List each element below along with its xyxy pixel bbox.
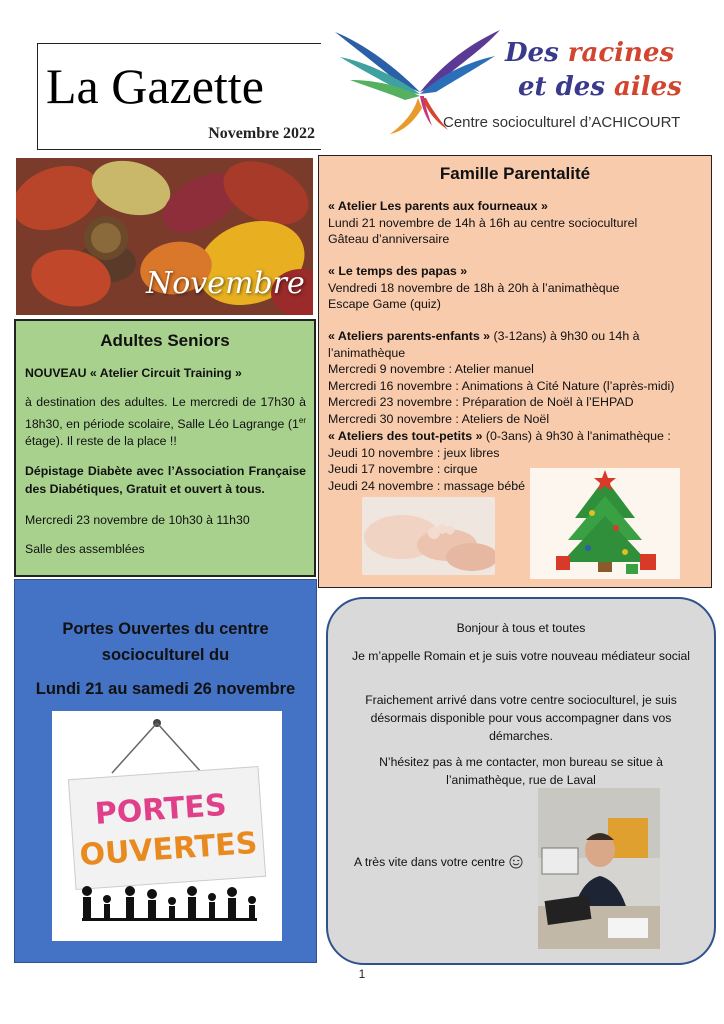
portes-title-line1: Portes Ouvertes du centre <box>62 620 269 638</box>
event-line: Mercredi 23 novembre : Préparation de Noël à l’EHPAD <box>328 395 634 409</box>
event-line: Mercredi 9 novembre : Atelier manuel <box>328 362 534 376</box>
autumn-leaves-image <box>16 158 313 315</box>
event-ateliers-parents-enfants: « Ateliers parents-enfants » (3-12ans) à 9h30 ou 14h à l’animathèque Mercredi 9 novembre : Atelier manuel Mercredi 16 novembre : Animations à Cité Nature (l’après-midi) Mercredi 23 novembre : Préparation de Noël à l’EHPAD Mercredi 30 novembre : Ateliers de Noël <box>328 328 705 427</box>
contact-info: N’hésitez pas à me contacter, mon bureau se situe à l’animathèque, rue de Laval <box>379 755 663 787</box>
event-temps-des-papas: « Le temps des papas » Vendredi 18 novembre de 18h à 20h à l’animathèque Escape Game (quiz) <box>328 263 705 313</box>
adultes-seniors-section <box>14 319 316 577</box>
event-line: Mercredi 16 novembre : Animations à Cité Nature (l’après-midi) <box>328 378 675 393</box>
portes-title-line2: socioculturel du <box>101 646 230 664</box>
section-title: Famille Parentalité <box>439 164 591 183</box>
baby-feet-photo <box>362 497 495 575</box>
event-line: Jeudi 17 novembre : cirque <box>328 462 478 476</box>
issue-date: Novembre 2022 <box>208 125 315 142</box>
winking-smiley-icon <box>509 855 523 869</box>
event-line: Lundi 21 novembre de 14h à 16h au centre socioculturel <box>328 215 638 230</box>
event-line: Escape Game (quiz) <box>328 297 441 311</box>
greeting: Bonjour à tous et toutes <box>456 621 586 635</box>
diabete-date: Mercredi 23 novembre de 10h30 à 11h30 <box>25 513 250 527</box>
closing-line: A très vite dans votre centre <box>354 855 523 869</box>
event-line: Gâteau d’anniversaire <box>328 232 450 246</box>
logo-wordmark-line1: Des racines <box>505 38 675 68</box>
logo-wordmark-line2: et des ailes <box>518 72 682 102</box>
event-line: Jeudi 10 novembre : jeux libres <box>328 445 500 460</box>
event-line: Mercredi 30 novembre : Ateliers de Noël <box>328 411 550 426</box>
section-title: Adultes Seniors <box>100 331 230 350</box>
sign-text-line1: PORTES <box>93 787 228 832</box>
month-overlay-text: Novembre <box>146 266 305 301</box>
circuit-training-details: à destination des adultes. Le mercredi de 17h30 à 18h30, en période scolaire, Salle Léo Lagrange (1er étage). Il reste de la place !! <box>25 395 306 449</box>
sign-text-line2: OUVERTES <box>78 825 259 874</box>
portes-dates: Lundi 21 au samedi 26 novembre <box>35 680 296 698</box>
availability: Fraichement arrivé dans votre centre socioculturel, je suis désormais disponible pour vous accompagner dans vos démarches. <box>365 693 677 743</box>
logo <box>330 22 700 140</box>
diabete-heading: Dépistage Diabète avec l’Association Française des Diabétiques, Gratuit et ouvert à tous. <box>25 464 306 496</box>
diabete-location: Salle des assemblées <box>25 542 145 556</box>
event-parents-fourneaux: « Atelier Les parents aux fourneaux » Lundi 21 novembre de 14h à 16h au centre socioculturel Gâteau d’anniversaire <box>328 198 705 248</box>
romain-portrait-photo <box>538 788 660 949</box>
portes-ouvertes-sign-image <box>52 711 282 941</box>
logo-tagline: Centre socioculturel d’ACHICOURT <box>443 114 681 131</box>
gazette-title: La Gazette <box>46 58 264 114</box>
page-number: 1 <box>358 967 366 981</box>
masthead <box>37 43 321 150</box>
event-line: Vendredi 18 novembre de 18h à 20h à l’animathèque <box>328 280 620 295</box>
christmas-tree-image <box>530 468 680 579</box>
circuit-training-heading: NOUVEAU « Atelier Circuit Training » <box>25 366 242 380</box>
event-line: Jeudi 24 novembre : massage bébé <box>328 478 525 493</box>
event-ateliers-tout-petits: « Ateliers des tout-petits » (0-3ans) à 9h30 à l'animathèque : Jeudi 10 novembre : jeux libres Jeudi 17 novembre : cirque Jeudi 24 novembre : massage bébé <box>328 428 705 494</box>
introduction: Je m’appelle Romain et je suis votre nouveau médiateur social <box>351 649 691 663</box>
